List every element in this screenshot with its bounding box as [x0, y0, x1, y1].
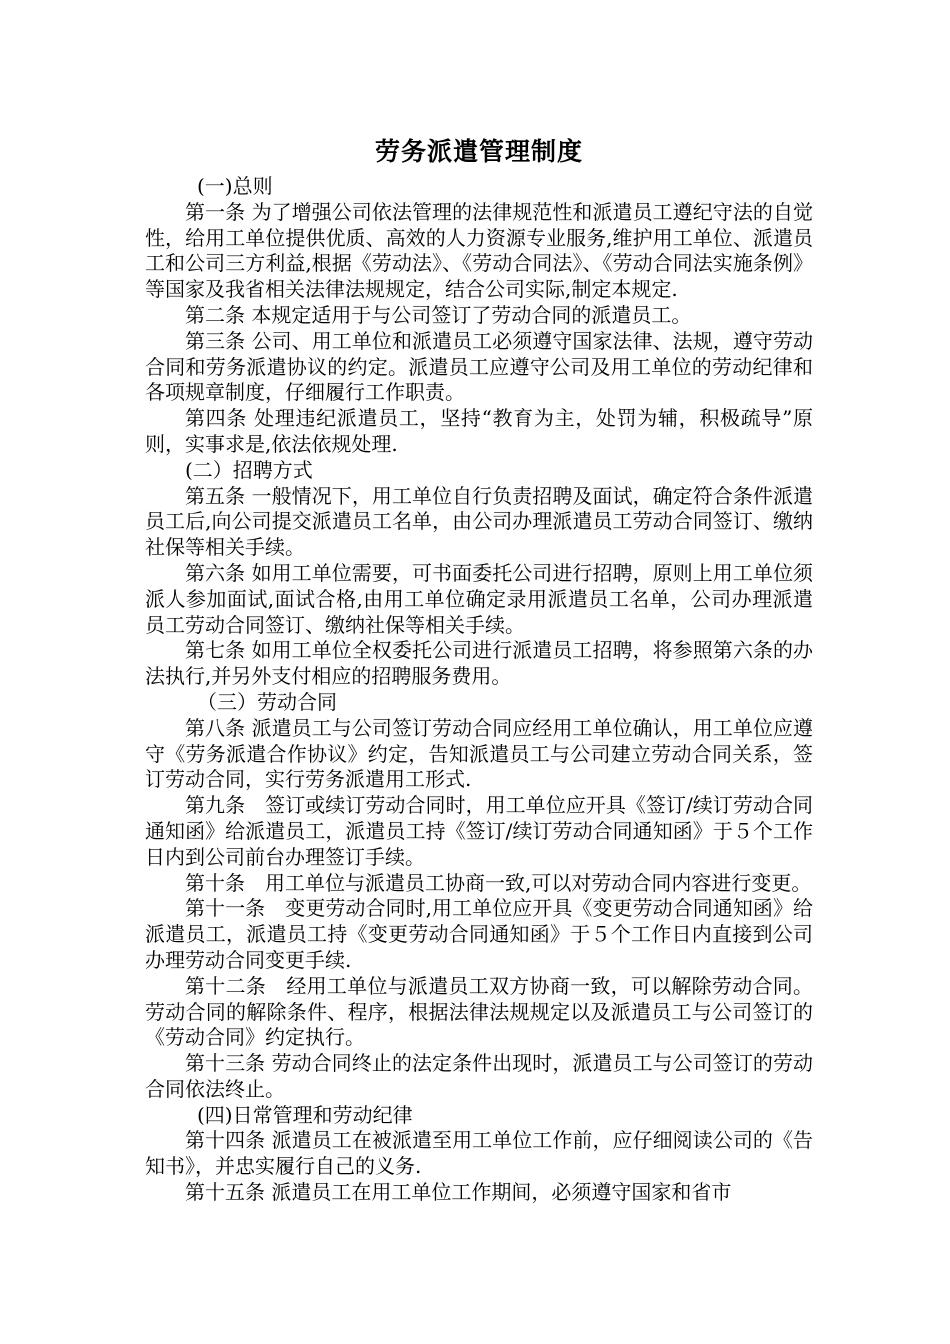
article-11: 第十一条 变更劳动合同时,用工单位应开具《变更劳动合同通知函》给派遣员工，派遣员工持《变更劳动合同通知函》于５个工作日内直接到公司办理劳动合同变更手续. — [145, 896, 813, 972]
article-10: 第十条 用工单位与派遣员工协商一致,可以对劳动合同内容进行变更。 — [185, 870, 812, 895]
article-5: 第五条 一般情况下，用工单位自行负责招聘及面试，确定符合条件派遣员工后,向公司提交派遣员工名单，由公司办理派遣员工劳动合同签订、缴纳社保等相关手续。 — [145, 483, 813, 560]
article-8: 第八条 派遣员工与公司签订劳动合同应经用工单位确认，用工单位应遵守《劳务派遣合作协议》约定，告知派遣员工与公司建立劳动合同关系，签订劳动合同，实行劳务派遣用工形式. — [145, 715, 813, 792]
section-heading-recruitment: (二）招聘方式 — [185, 457, 313, 482]
article-4: 第四条 处理违纪派遣员工，坚持“教育为主，处罚为辅，积极疏导”原则，实事求是,依法依规处理. — [145, 406, 813, 456]
article-2: 第二条 本规定适用于与公司签订了劳动合同的派遣员工。 — [185, 302, 692, 327]
article-9: 第九条 签订或续订劳动合同时，用工单位应开具《签订/续订劳动合同通知函》给派遣员工，派遣员工持《签订/续订劳动合同通知函》于５个工作日内到公司前台办理签订手续。 — [145, 793, 813, 869]
article-14: 第十四条 派遣员工在被派遣至用工单位工作前，应仔细阅读公司的《告知书》，并忠实履行自己的义务. — [145, 1128, 813, 1179]
document-page — [145, 130, 813, 1206]
article-6: 第六条 如用工单位需要，可书面委托公司进行招聘，原则上用工单位须派人参加面试,面试合格,由用工单位确定录用派遣员工名单，公司办理派遣员工劳动合同签订、缴纳社保等相关手续。 — [145, 560, 813, 637]
section-heading-daily-management: (四)日常管理和劳动纪律 — [197, 1102, 413, 1127]
article-1: 第一条 为了增强公司依法管理的法律规范性和派遣员工遵纪守法的自觉性，给用工单位提供优质、高效的人力资源专业服务,维护用工单位、派遣员工和公司三方利益,根据《劳动法》、《劳动合同法》、《劳动合同法实施条例》等国家及我省相关法律法规规定，结合公司实际,制定本规定. — [145, 199, 813, 302]
article-12: 第十二条 经用工单位与派遣员工双方协商一致，可以解除劳动合同。劳动合同的解除条件、程序，根据法律法规规定以及派遣员工与公司签订的《劳动合同》约定执行。 — [145, 973, 813, 1050]
article-13: 第十三条 劳动合同终止的法定条件出现时，派遣员工与公司签订的劳动合同依法终止。 — [145, 1051, 813, 1101]
section-heading-general: (一)总则 — [197, 174, 273, 198]
article-7: 第七条 如用工单位全权委托公司进行派遣员工招聘，将参照第六条的办法执行,并另外支付相应的招聘服务费用。 — [145, 638, 813, 689]
article-3: 第三条 公司、用工单位和派遣员工必须遵守国家法律、法规，遵守劳动合同和劳务派遣协议的约定。派遣员工应遵守公司及用工单位的劳动纪律和各项规章制度，仔细履行工作职责。 — [145, 328, 813, 405]
article-15: 第十五条 派遣员工在用工单位工作期间，必须遵守国家和省市 — [185, 1180, 732, 1205]
section-heading-labor-contract: （三）劳动合同 — [197, 689, 337, 714]
document-title: 劳务派遣管理制度 — [374, 137, 583, 166]
document-body — [145, 174, 813, 1206]
